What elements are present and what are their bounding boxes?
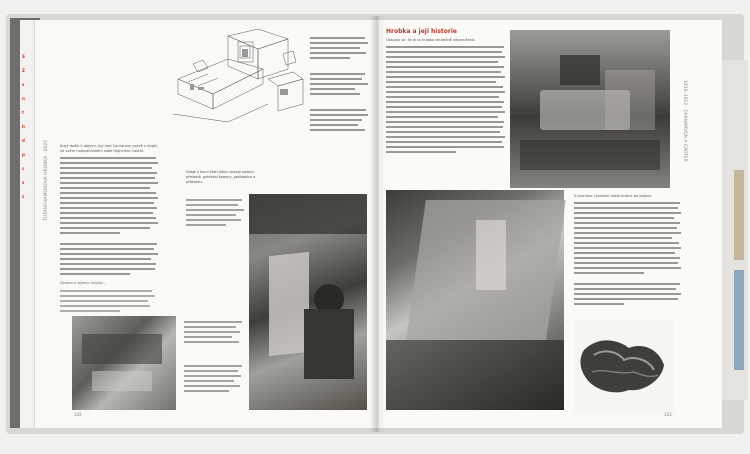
left-folio: 142 [74, 412, 82, 417]
left-body-column [60, 144, 160, 315]
previous-page-letters: S Z s n t h d p c s z [22, 54, 25, 199]
next-page-photo-blue [734, 270, 744, 370]
textile-drawing [574, 320, 674, 412]
left-italic-quote: Zpráva o objevu hrobky... [60, 281, 107, 286]
next-page-photo-tan [734, 170, 744, 260]
left-caption-b [186, 196, 246, 229]
left-running-head: TUTANCHAMONOVA HROBKA · 1922 [44, 140, 49, 221]
textile-photo [574, 320, 674, 412]
left-caption-d [184, 362, 246, 395]
left-page [20, 20, 378, 428]
left-body-intro: Když došlo k objevu, byl lord Carnarvon právě v Anglii, ve svém hampshirském sídle Highclere Castle. [60, 144, 159, 154]
right-body-column-a [386, 38, 506, 156]
right-body-intro: Ukázalo se, že je to hrobka skutečně neporušená. [386, 38, 476, 42]
right-body-column-b [574, 194, 684, 308]
right-heading: Hrobka a její historie [386, 28, 457, 35]
right-body-b-intro: K prvnímu vyklizení došlo krátce po objevu. [574, 194, 653, 198]
right-running-head: 1916–1922 · CARNARVON A CARTER [682, 80, 687, 162]
right-folio: 143 [664, 412, 672, 417]
excavation-photo [72, 316, 176, 410]
left-caption-a: Údaje v horní části plánu ukazují polohu předsíně, pohřební komory, pokladnice a přístavku. [186, 170, 256, 184]
right-page [378, 20, 722, 428]
shrine-photo [386, 190, 564, 410]
archaeologists-photo [249, 194, 367, 410]
next-page-edge [722, 60, 748, 400]
tomb-plan-diagram [168, 24, 308, 129]
left-caption-c [184, 318, 246, 346]
book-gutter [370, 16, 386, 432]
antechamber-photo [510, 30, 670, 188]
diagram-annotations [310, 34, 372, 134]
